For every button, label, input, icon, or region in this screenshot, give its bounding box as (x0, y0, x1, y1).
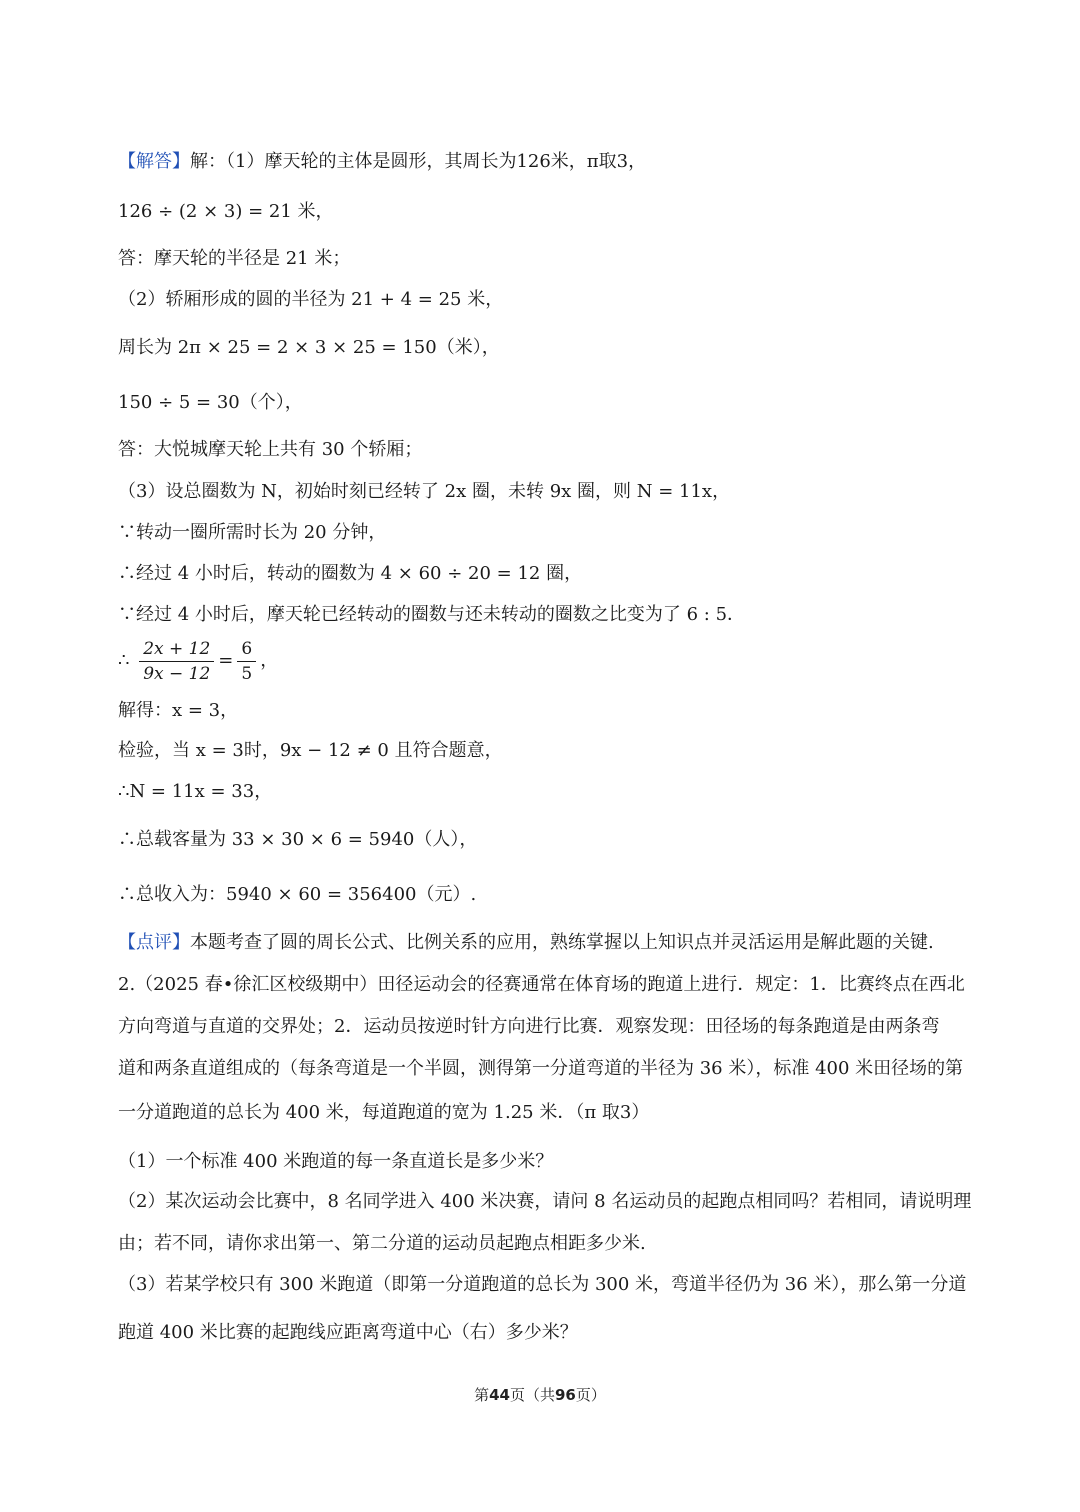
answer-line-11: ∵经过 4 小时后，摩天轮已经转动的圈数与还未转动的圈数之比变为了 6 : 5． (118, 604, 746, 625)
footer-total-pages: 96 (555, 1386, 576, 1404)
footer-prefix: 第 (474, 1386, 490, 1404)
equation-lhs-numerator: 2x + 12 (139, 638, 214, 662)
equation-equals: = (218, 650, 234, 671)
equation-suffix: ， (260, 650, 279, 671)
footer-suffix: 页） (575, 1386, 606, 1404)
answer-line-2: 126 ÷ (2 × 3) = 21 米， (118, 201, 334, 222)
question2-part-1: （1）一个标准 400 米跑道的每一条直道长是多少米？ (118, 1151, 554, 1172)
answer-line-8: （3）设总圈数为 N，初始时刻已经转了 2x 圈，未转 9x 圈，则 N = 11x， (118, 481, 731, 502)
footer-page-number: 44 (489, 1386, 510, 1404)
comment-text: 本题考查了圆的周长公式、比例关系的应用，熟练掌握以上知识点并灵活运用是解此题的关键. (190, 932, 934, 953)
question2-part-2b: 由；若不同，请你求出第一、第二分道的运动员起跑点相距多少米. (118, 1233, 646, 1254)
answer-line-6: 150 ÷ 5 = 30（个）， (118, 392, 303, 413)
answer-line-5: 周长为 2π × 25 = 2 × 3 × 25 = 150（米）， (118, 337, 500, 358)
question2-part-3a: （3）若某学校只有 300 米跑道（即第一分道跑道的总长为 300 米，弯道半径仍为 36 米），那么第一分道 (118, 1274, 967, 1295)
answer-line-4: （2）轿厢形成的圆的半径为 21 + 4 = 25 米， (118, 289, 504, 310)
answer-line-1 (118, 149, 646, 175)
answer-line-17: ∴总收入为：5940 × 60 = 356400（元）. (118, 884, 477, 905)
answer-line-16: ∴总载客量为 33 × 30 × 6 = 5940（人）， (118, 829, 478, 850)
question2-line-1: 2.（2025 春•徐汇区校级期中）田径运动会的径赛通常在体育场的跑道上进行．规定：1．比赛终点在西北 (118, 974, 965, 995)
answer-line-13: 解得：x = 3， (118, 700, 239, 721)
footer-mid: 页（共 (509, 1386, 555, 1404)
answer-tag: 【解答】 (118, 151, 190, 172)
equation-lhs-denominator: 9x − 12 (143, 663, 211, 684)
page-footer (0, 1384, 1080, 1405)
answer-line-7: 答：大悦城摩天轮上共有 30 个轿厢； (118, 439, 423, 460)
answer-line-15: ∴N = 11x = 33， (118, 781, 273, 802)
equation-rhs-fraction (237, 638, 256, 685)
comment-line (118, 930, 934, 956)
question2-part-2a: （2）某次运动会比赛中，8 名同学进入 400 米决赛，请问 8 名运动员的起跑点相同吗？若相同，请说明理 (118, 1191, 972, 1212)
question2-line-4: 一分道跑道的总长为 400 米，每道跑道的宽为 1.25 米．（π 取3） (118, 1102, 650, 1123)
answer-text-1: 解：（1）摩天轮的主体是圆形，其周长为126米，π取3， (190, 151, 647, 172)
equation-therefore: ∴ (118, 650, 130, 671)
equation-rhs-denominator: 5 (241, 663, 253, 684)
answer-line-10: ∴经过 4 小时后，转动的圈数为 4 × 60 ÷ 20 = 12 圈， (118, 563, 583, 584)
equation-lhs-fraction (139, 638, 214, 685)
question2-line-2: 方向弯道与直道的交界处；2．运动员按逆时针方向进行比赛．观察发现：田径场的每条跑道是由两条弯 (118, 1016, 940, 1037)
answer-equation (118, 636, 278, 686)
answer-line-14: 检验，当 x = 3时，9x − 12 ≠ 0 且符合题意， (118, 740, 503, 761)
answer-line-9: ∵转动一圈所需时长为 20 分钟， (118, 522, 387, 543)
equation-rhs-numerator: 6 (237, 638, 256, 662)
answer-line-3: 答：摩天轮的半径是 21 米； (118, 248, 351, 269)
question2-part-3b: 跑道 400 米比赛的起跑线应距离弯道中心（右）多少米？ (118, 1322, 578, 1343)
question2-line-3: 道和两条直道组成的（每条弯道是一个半圆，测得第一分道弯道的半径为 36 米），标准 400 米田径场的第 (118, 1058, 964, 1079)
comment-tag: 【点评】 (118, 932, 190, 953)
